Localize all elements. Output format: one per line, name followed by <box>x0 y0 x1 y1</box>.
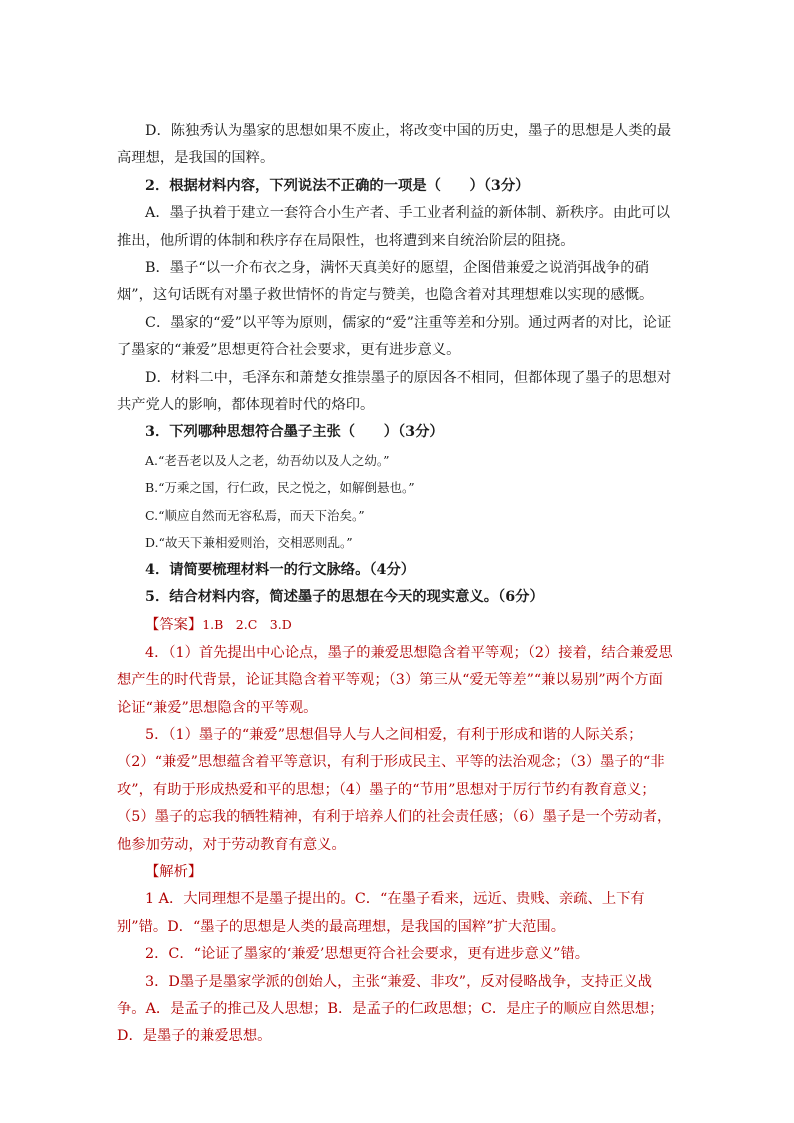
question-2-option-b: B．墨子“以一介布衣之身，满怀天真美好的愿望，企图借兼爱之说消弭战争的硝烟”，这句话既有对墨子救世情怀的肯定与赞美，也隐含着对其理想难以实现的感慨。 <box>117 260 654 304</box>
answer-label: 【答案】 <box>145 617 203 634</box>
question-2: 2．根据材料内容，下列说法不正确的一项是（ ）（3分） <box>145 177 530 194</box>
question-2-option-d: D．材料二中，毛泽东和萧楚女推崇墨子的原因各不相同，但都体现了墨子的思想对共产党人的影响，都体现着时代的烙印。 <box>117 369 672 414</box>
answer-4: 4．（1）首先提出中心论点，墨子的兼爱思想隐含着平等观；（2）接着，结合兼爱思想产生的时代背景，论证其隐含着平等观；（3）第三从“爱无等差”“兼以易别”两个方面论证“兼爱”思想隐含的平等观。 <box>117 644 673 716</box>
question-3-option-d: D.“故天下兼相爱则治，交相恶则乱。” <box>145 535 353 551</box>
analysis-1: 1 A．大同理想不是墨子提出的。C．“在墨子看来，远近、贵贱、亲疏、上下有别”错。D．“墨子的思想是人类的最高理想，是我国的国粹”扩大范围。 <box>117 891 645 935</box>
option-d-text: D．陈独秀认为墨家的思想如果不废止，将改变中国的历史，墨子的思想是人类的最高理想，是我国的国粹。 <box>117 123 672 167</box>
question-2-option-a: A．墨子执着于建立一套符合小生产者、手工业者利益的新体制、新秩序。由此可以推出，他所谓的体制和秩序存在局限性，也将遭到来自统治阶层的阻挠。 <box>117 205 671 249</box>
question-4: 4．请简要梳理材料一的行文脉络。（4分） <box>145 561 416 578</box>
analysis-label: 【解析】 <box>145 863 203 880</box>
analysis-2: 2．C．“论证了墨家的‘兼爱’思想更符合社会要求，更有进步意义”错。 <box>145 946 590 963</box>
document-page <box>117 118 677 1051</box>
question-5: 5．结合材料内容，简述墨子的思想在今天的现实意义。（6分） <box>145 588 544 605</box>
analysis-3: 3．D墨子是墨家学派的创始人，主张“兼爱、非攻”，反对侵略战争，支持正义战争。A．是孟子的推己及人思想；B．是孟子的仁政思想；C．是庄子的顺应自然思想；D．是墨子的兼爱思想。 <box>117 973 664 1045</box>
question-3-option-a: A.“老吾老以及人之老，幼吾幼以及人之幼。” <box>145 452 390 468</box>
answer-5: 5．（1）墨子的“兼爱”思想倡导人与人之间相爱，有利于形成和谐的人际关系；（2）“兼爱”思想蕴含着平等意识，有利于形成民主、平等的法治观念；（3）墨子的“非攻”，有助于形成热爱和平的思想；（4）墨子的“节用”思想对于厉行节约有教育意义；（5）墨子的忘我的牺牲精神，有利于培养人们的社会责任感；（6）墨子是一个劳动者，他参加劳动，对于劳动教育有意义。 <box>117 726 672 853</box>
question-3-option-c: C.“顺应自然而无容私焉，而天下治矣。” <box>145 507 365 523</box>
question-3: 3．下列哪种思想符合墨子主张（ ）（3分） <box>145 424 444 441</box>
answer-line <box>117 611 677 639</box>
answer-value: 1.B 2.C 3.D <box>202 617 292 633</box>
question-3-option-b: B.“万乘之国，行仁政，民之悦之，如解倒悬也。” <box>145 480 415 496</box>
question-2-option-c: C．墨家的“爱”以平等为原则，儒家的“爱”注重等差和分别。通过两者的对比，论证了墨家的“兼爱”思想更符合社会要求，更有进步意义。 <box>117 314 672 359</box>
